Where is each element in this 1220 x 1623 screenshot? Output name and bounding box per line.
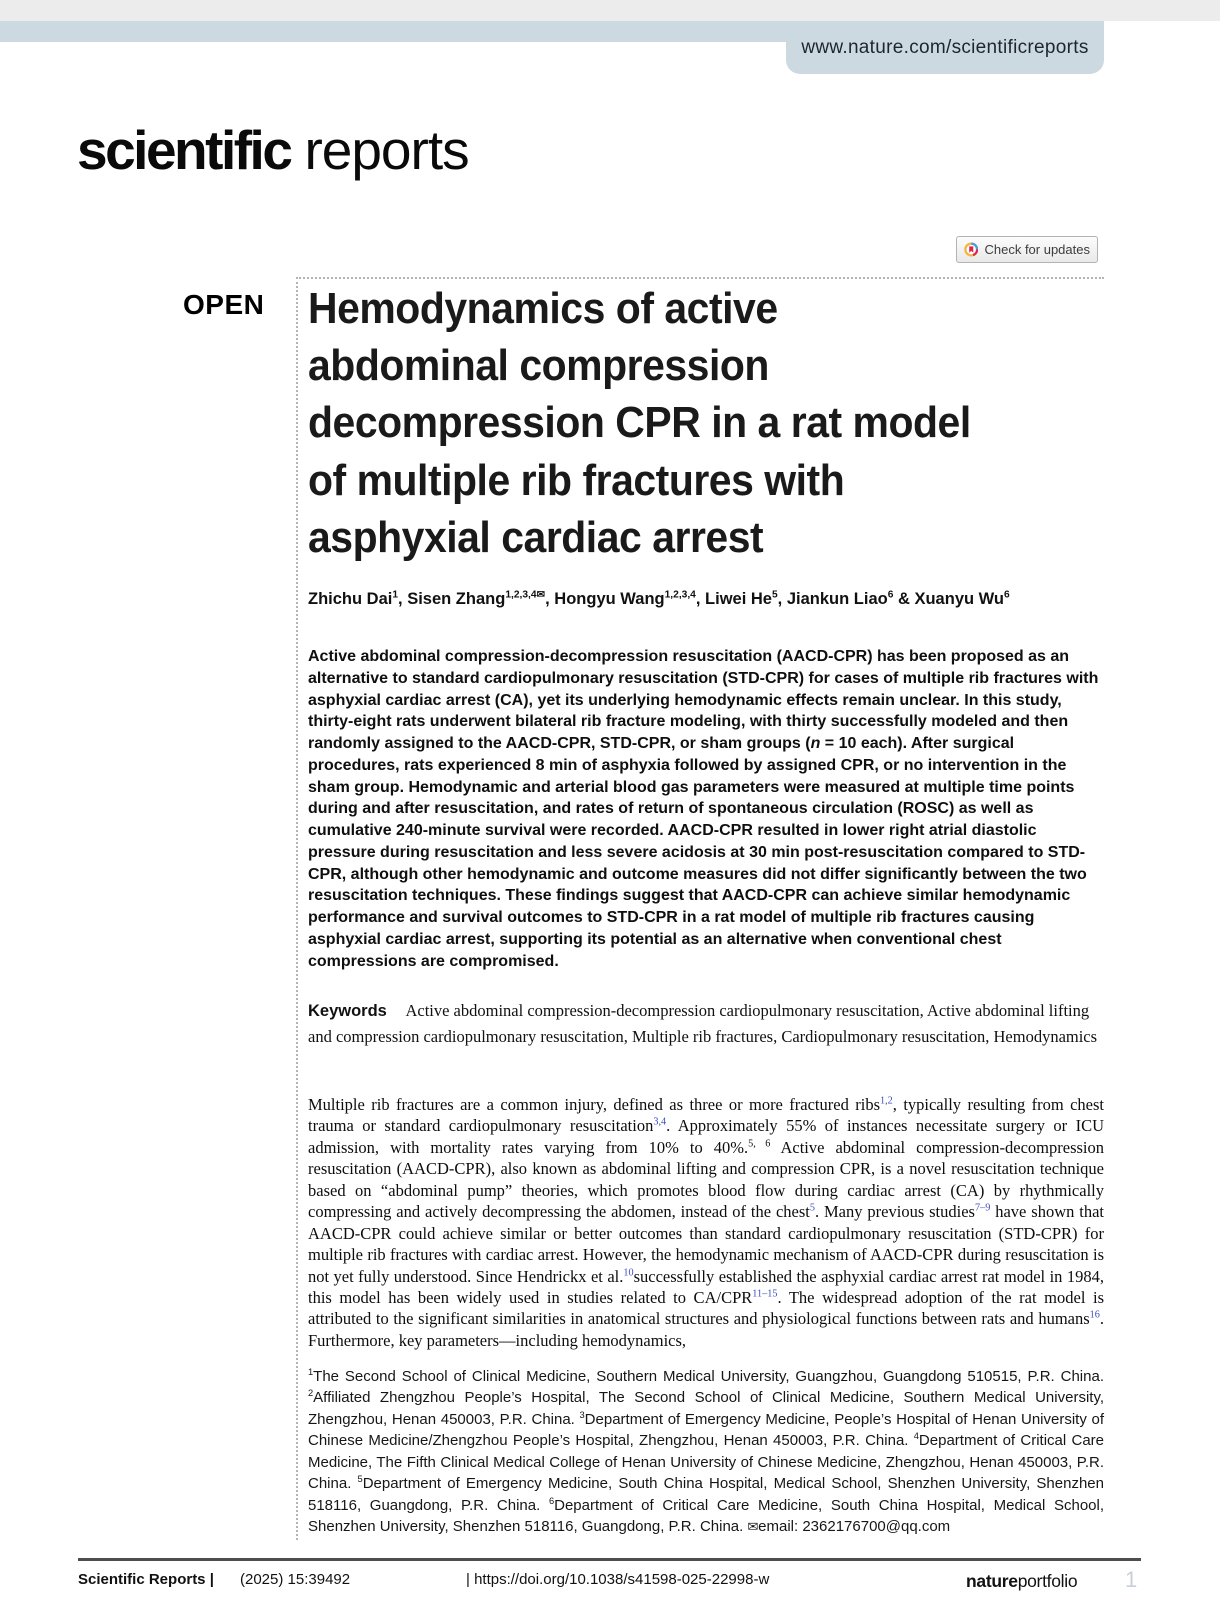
abstract-paragraph: Active abdominal compression-decompression resuscitation (AACD-CPR) has been proposed as an alternative to standard cardiopulmonary resuscitation (STD-CPR) for cases of multiple rib fractures with asphyxial cardiac arrest (CA), yet its underlying hemodynamic effects remain unclear. In this study, thirty-eight rats underwent bilateral rib fracture modeling, with thirty successfully modeled and then randomly assigned to the AACD-CPR, STD-CPR, or sham groups (n = 10 each). After surgical procedures, rats experienced 8 min of asphyxia followed by assigned CPR, or no intervention in the sham group. Hemodynamic and arterial blood gas parameters were measured at multiple time points during and after resuscitation, and rates of return of spontaneous circulation (ROSC) as well as cumulative 240-minute survival were recorded. AACD-CPR resulted in lower right atrial diastolic pressure during resuscitation and less severe acidosis at 30 min post-resuscitation compared to STD-CPR, although other hemodynamic and outcome measures did not differ significantly between the two resuscitation techniques. These findings suggest that AACD-CPR can achieve similar hemodynamic performance and survival outcomes to STD-CPR in a rat model of multiple rib fractures causing asphyxial cardiac arrest, supporting its potential as an alternative when conventional chest compressions are compromised. <box>308 648 1099 970</box>
footer <box>0 1567 1220 1601</box>
keywords-text: Active abdominal compression-decompression cardiopulmonary resuscitation, Active abdominal lifting and compression cardiopulmonary resuscitation, Multiple rib fractures, Cardiopulmonary resuscitation, Hemodynamics <box>308 1001 1098 1047</box>
keywords-label: Keywords <box>308 1002 387 1020</box>
journal-url-box <box>786 21 1104 74</box>
intro-paragraph: Multiple rib fractures are a common injury, defined as three or more fractured ribs$^{1,2}$, typically resulting from chest trauma or standard cardiopulmonary resuscitation$^{3,4}$. Approximately 55% of instances necessitate surgery or ICU admission, with mortality rates varying from 10% to 40%.$^{5, 6}$ Active abdominal compression-decompression resuscitation (AACD-CPR), also known as abdominal lifting and compression CPR, is a novel resuscitation technique based on “abdominal pump” theories, which promotes blood flow during cardiac arrest (CA) by rhythmically compressing and actively decompressing the abdomen, instead of the chest$^5$. Many previous studies$^{7-9}$ have shown that AACD-CPR could achieve similar or better outcomes than standard cardiopulmonary resuscitation (STD-CPR) for multiple rib fractures with cardiac arrest. However, the hemodynamic mechanism of AACD-CPR during resuscitation is not yet fully understood. Since Hendrickx et al.$^{10}$successfully established the asphyxial cardiac arrest rat model in 1984, this model has been widely used in studies related to CA/CPR$^{11-15}$. The widespread adoption of the rat model is attributed to the significant similarities in anatomical structures and physiological functions between rats and humans$^{16}$. Furthermore, key parameters—including hemodynamics, <box>308 1095 1105 1350</box>
citation-ref[interactable]: 3,4 <box>653 1116 667 1128</box>
affiliations-note: $^1$The Second School of Clinical Medicine, Southern Medical University, Guangzhou, Guangdong 510515, P.R. China. $^2$Affiliated Zhengzhou People’s Hospital, The Second School of Clinical Medicine, Southern Medical University, Zhengzhou, Henan 450003, P.R. China. $^3$Department of Emergency Medicine, People’s Hospital of Henan University of Chinese Medicine/Zhengzhou People’s Hospital, Zhengzhou, Henan 450003, P.R. China. $^4$Department of Critical Care Medicine, The Fifth Clinical Medical College of Henan University of Chinese Medicine, Zhengzhou, Henan 450003, P.R. China. $^5$Department of Emergency Medicine, South China Hospital, Medical School, Shenzhen University, Shenzhen 518116, Guangdong, P.R. China. $^6$Department of Critical Care Medicine, South China Hospital, Medical School, Shenzhen University, Shenzhen 518116, Guangdong, P.R. China. ✉email: 2362176700@qq.com <box>308 1367 1105 1536</box>
citation-ref[interactable]: 7–9 <box>974 1202 991 1214</box>
logo-word-scientific: scientific <box>77 119 291 181</box>
brand-nature: nature <box>966 1571 1018 1591</box>
footer-journal-name: Scientific Reports | <box>78 1571 214 1588</box>
email-corresponding-icon: ✉ <box>536 589 546 601</box>
article-left-divider <box>296 277 298 1540</box>
journal-url[interactable]: www.nature.com/scientificreports <box>801 36 1089 58</box>
brand-portfolio: portfolio <box>1017 1571 1078 1591</box>
top-gray-band <box>0 0 1220 21</box>
footer-volume-info: (2025) 15:39492 <box>240 1571 351 1588</box>
envelope-icon: ✉ <box>747 1519 759 1535</box>
citation-ref[interactable]: 5 <box>809 1202 815 1214</box>
nature-portfolio-logo <box>966 1571 1077 1592</box>
keywords-block <box>308 998 1104 1050</box>
crossmark-icon <box>964 240 978 259</box>
citation-ref[interactable]: 1,2 <box>880 1095 893 1107</box>
footer-doi-link[interactable]: | https://doi.org/10.1038/s41598-025-22998-w <box>466 1571 770 1588</box>
email-link[interactable]: email: 2362176700@qq.com <box>758 1518 951 1536</box>
citation-ref[interactable]: 16 <box>1089 1309 1100 1321</box>
check-for-updates-button[interactable] <box>956 236 1098 263</box>
footer-rule <box>78 1558 1141 1561</box>
logo-word-reports: reports <box>304 119 469 181</box>
article-title: Hemodynamics of active abdominal compression decompression CPR in a rat model of multiple rib fractures with asphyxial cardiac arrest <box>308 284 971 562</box>
title-top-divider <box>296 277 1104 279</box>
authors-line: Zhichu Dai$^1$, Sisen Zhang$^{1,2,3,4✉}$, Hongyu Wang$^{1,2,3,4}$, Liwei He$^5$, Jiankun Liao$^6$ & Xuanyu Wu$^6$ <box>308 589 1010 608</box>
page-number: 1 <box>1125 1567 1138 1592</box>
citation-ref[interactable]: 10 <box>623 1267 634 1278</box>
open-access-label: OPEN <box>183 289 265 320</box>
citation-ref[interactable]: 11–15 <box>752 1288 778 1300</box>
journal-logo <box>77 118 469 182</box>
check-for-updates-label: Check for updates <box>984 242 1090 257</box>
